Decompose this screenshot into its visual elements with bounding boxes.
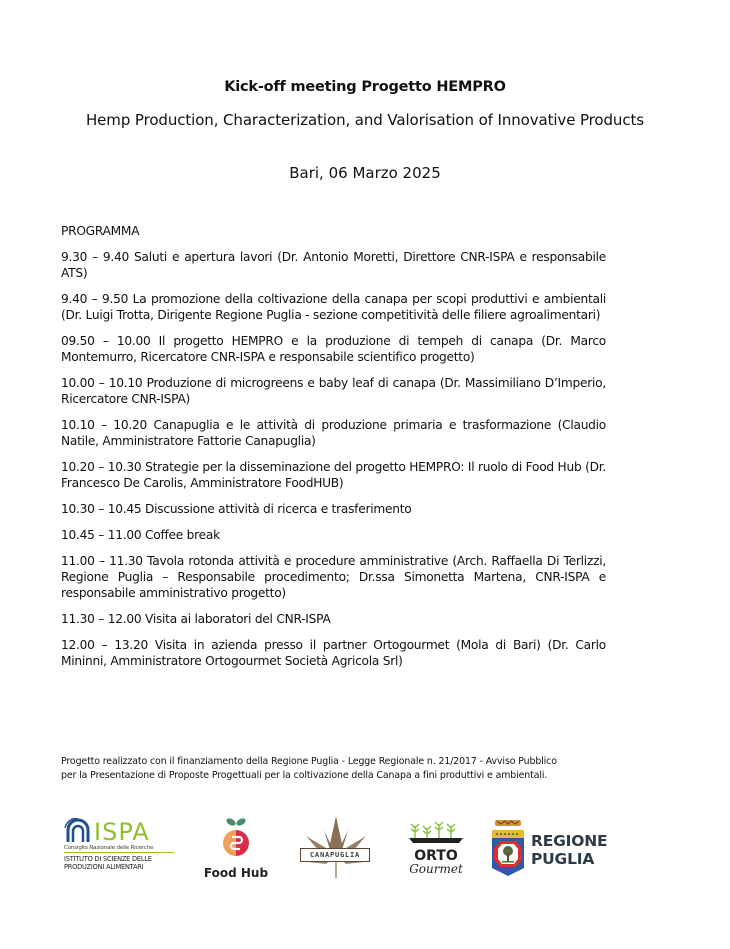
regione-puglia-crest-icon	[489, 820, 527, 880]
location-date: Bari, 06 Marzo 2025	[289, 164, 441, 182]
foodhub-label: Food Hub	[203, 866, 269, 880]
document-subtitle: Hemp Production, Characterization, and Valorisation of Innovative Products	[86, 111, 644, 129]
funding-note-line-1: Progetto realizzato con il finanziamento della Regione Puglia - Legge Regionale n. 21/2017 - Avviso Pubblico	[61, 756, 557, 767]
ispa-org-name: Consiglio Nazionale delle Ricerche	[64, 845, 174, 853]
sprouts-tray-icon	[405, 818, 467, 844]
programme-item: 9.40 – 9.50 La promozione della coltivazione della canapa per scopi produttivi e ambientali (Dr. Luigi Trotta, Dirigente Regione Puglia - sezione competitività delle filiere agroalimentari)	[61, 292, 606, 322]
document-title: Kick-off meeting Progetto HEMPRO	[224, 79, 506, 95]
canapuglia-label: CANAPUGLIA	[300, 848, 370, 862]
programme-item: 10.10 – 10.20 Canapuglia e le attività di produzione primaria e trasformazione (Claudio Natile, Amministratore Fattorie Canapuglia)	[61, 418, 606, 448]
programme-section	[61, 223, 606, 679]
ispa-institute-line-2: PRODUZIONI ALIMENTARI	[64, 863, 144, 871]
foodhub-logo	[196, 816, 276, 880]
programme-item: 10.30 – 10.45 Discussione attività di ricerca e trasferimento	[61, 502, 412, 516]
ortogourmet-logo	[405, 818, 467, 875]
ortogourmet-word-gourmet: Gourmet	[409, 862, 463, 876]
programme-item: 11.00 – 11.30 Tavola rotonda attività e procedure amministrative (Arch. Raffaella Di Terlizzi, Regione Puglia – Responsabile procedimento; Dr.ssa Simonetta Martena, CNR-ISPA e responsabile amministrativo progetto)	[61, 554, 606, 600]
programme-item: 9.30 – 9.40 Saluti e apertura lavori (Dr. Antonio Moretti, Direttore CNR-ISPA e responsabile ATS)	[61, 250, 606, 280]
programme-item: 09.50 – 10.00 Il progetto HEMPRO e la produzione di tempeh di canapa (Dr. Marco Montemurro, Ricercatore CNR-ISPA e responsabile scientifico progetto)	[61, 334, 606, 364]
ortogourmet-word-orto: ORTO	[414, 848, 458, 864]
programme-item: 10.00 – 10.10 Produzione di microgreens e baby leaf di canapa (Dr. Massimiliano D’Imperio, Ricercatore CNR-ISPA)	[61, 376, 606, 406]
cnr-emblem-icon	[64, 818, 92, 844]
ispa-institute-line-1: ISTITUTO DI SCIENZE DELLE	[64, 855, 152, 863]
programme-item: 10.20 – 10.30 Strategie per la disseminazione del progetto HEMPRO: Il ruolo di Food Hub (Dr. Francesco De Carolis, Amministratore FoodHUB)	[61, 460, 606, 490]
programme-item: 10.45 – 11.00 Coffee break	[61, 528, 220, 542]
partner-logos	[0, 810, 730, 885]
programme-item: 12.00 – 13.20 Visita in azienda presso il partner Ortogourmet (Mola di Bari) (Dr. Carlo Mininni, Amministratore Ortogourmet Società Agricola Srl)	[61, 638, 606, 668]
programme-item: 11.30 – 12.00 Visita ai laboratori del CNR-ISPA	[61, 612, 331, 626]
ispa-logo	[64, 816, 174, 871]
canapuglia-logo	[296, 814, 376, 880]
hemp-leaf-icon	[296, 814, 376, 880]
regione-puglia-line-2: PUGLIA	[531, 850, 595, 868]
funding-note	[61, 755, 621, 783]
funding-note-line-2: per la Presentazione di Proposte Progettuali per la coltivazione della Canapa a fini produttivi e ambientali.	[61, 770, 548, 781]
regione-puglia-label	[531, 832, 607, 868]
programme-heading: PROGRAMMA	[61, 224, 140, 238]
ispa-wordmark: ISPA	[94, 818, 150, 846]
regione-puglia-line-1: REGIONE	[531, 832, 608, 850]
foodhub-fruit-icon	[221, 816, 251, 860]
